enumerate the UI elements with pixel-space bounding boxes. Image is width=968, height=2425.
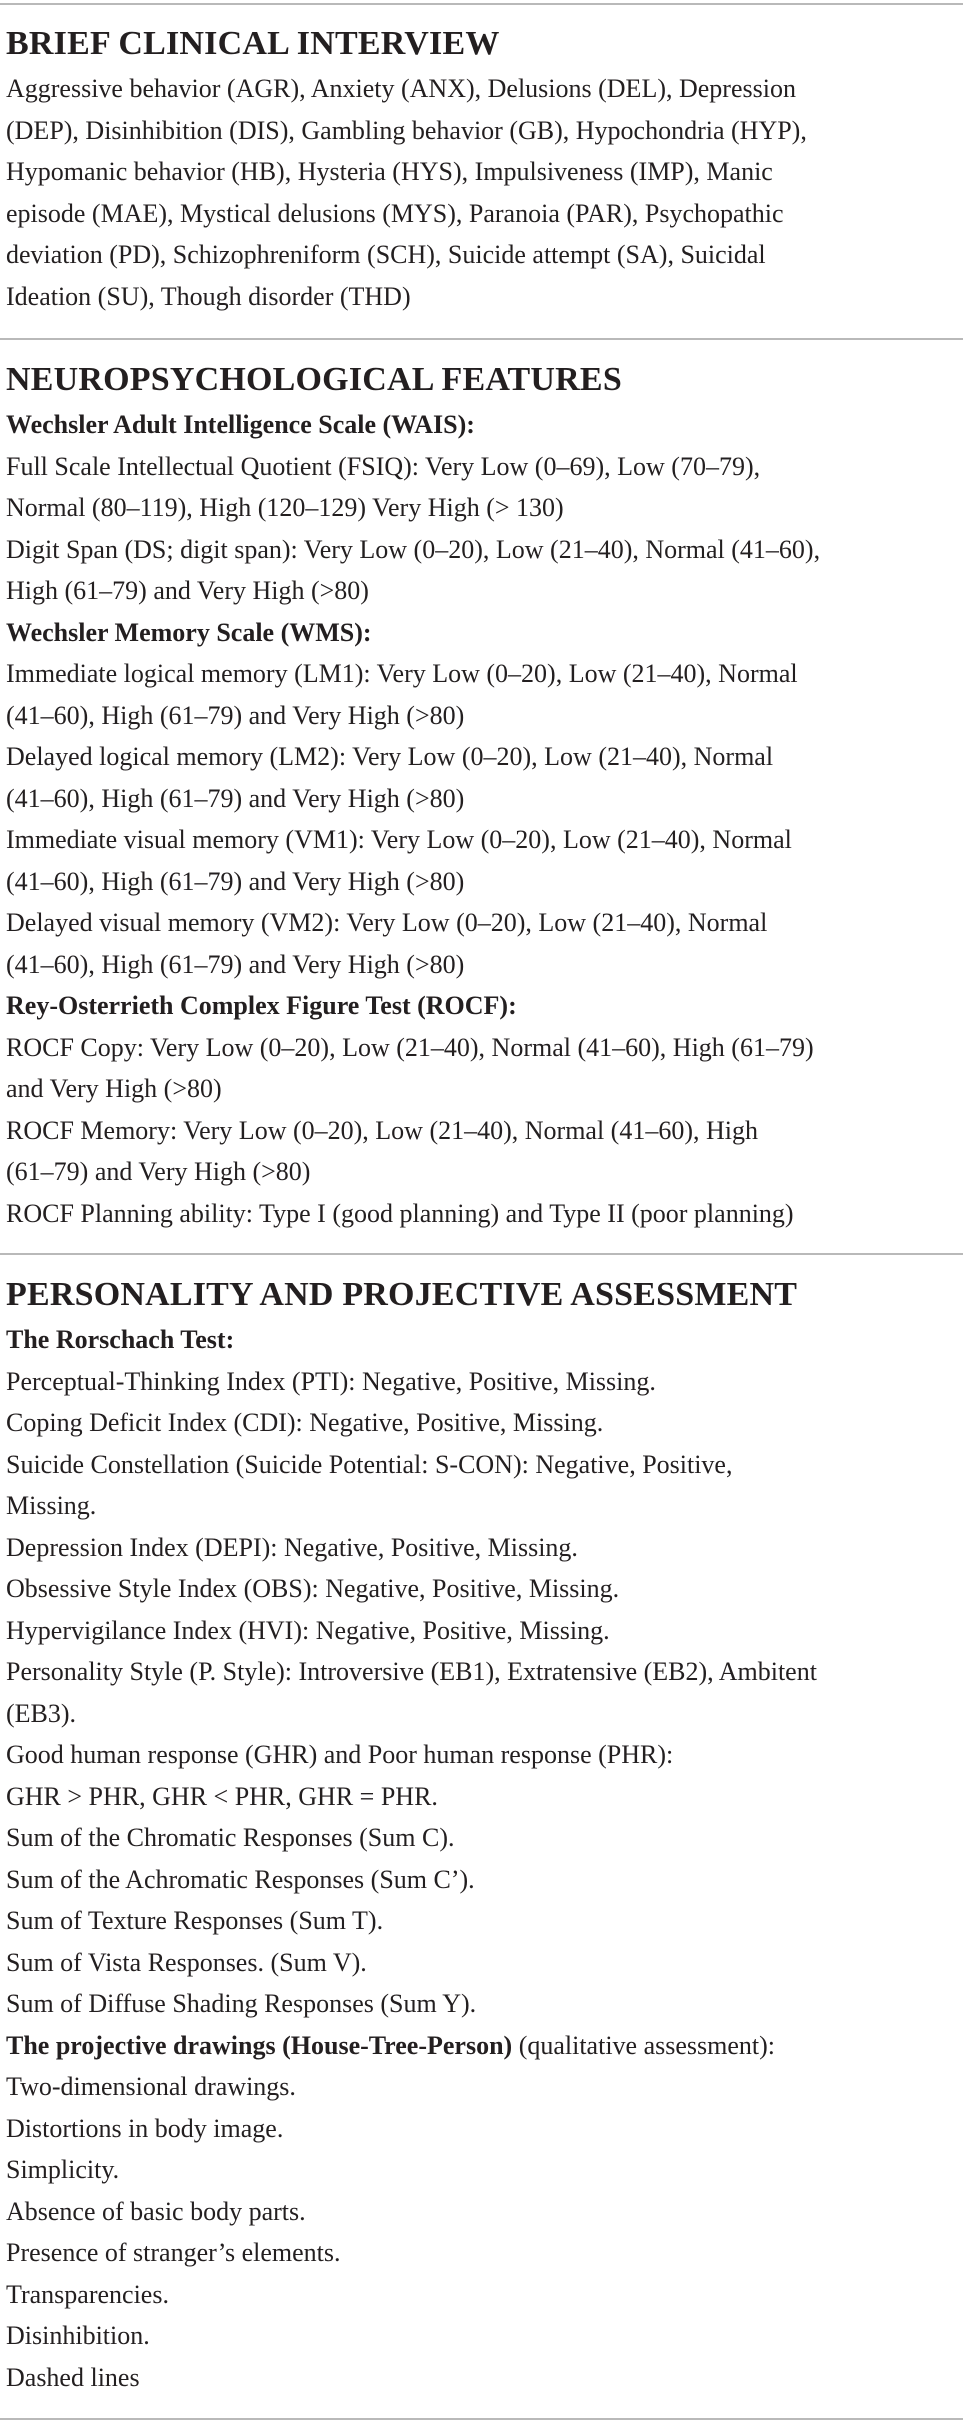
bottom-rule — [0, 2418, 963, 2420]
text-line: Two-dimensional drawings. — [6, 2072, 296, 2101]
text-line: (41–60), High (61–79) and Very High (>80) — [6, 783, 465, 813]
text-line: Ideation (SU), Though disorder (THD) — [6, 281, 411, 311]
text-line: Delayed logical memory (LM2): Very Low (0–20), Low (21–40), Normal — [6, 742, 774, 771]
subheading-rocf: Rey-Osterrieth Complex Figure Test (ROCF): — [6, 991, 517, 1020]
text-line: Absence of basic body parts. — [6, 2196, 306, 2226]
text-line: Hypervigilance Index (HVI): Negative, Positive, Missing. — [6, 1615, 610, 1645]
text-line: (41–60), High (61–79) and Very High (>80) — [6, 949, 465, 979]
text-line: deviation (PD), Schizophreniform (SCH), Suicide attempt (SA), Suicidal — [6, 240, 766, 269]
text-line: Good human response (GHR) and Poor human response (PHR): — [6, 1740, 674, 1769]
text-line: (41–60), High (61–79) and Very High (>80) — [6, 700, 465, 730]
text-line: Disinhibition. — [6, 2321, 150, 2350]
text-line: Personality Style (P. Style): Introversive (EB1), Extratensive (EB2), Ambitent — [6, 1657, 817, 1686]
text-line: Suicide Constellation (Suicide Potential: S-CON): Negative, Positive, — [6, 1449, 733, 1479]
text-line: ROCF Planning ability: Type I (good planning) and Type II (poor planning) — [6, 1198, 794, 1228]
text-line: Immediate visual memory (VM1): Very Low (0–20), Low (21–40), Normal — [6, 825, 792, 854]
subheading-projective-drawings: The projective drawings (House-Tree-Person) — [6, 2030, 513, 2060]
text-line: Full Scale Intellectual Quotient (FSIQ): Very Low (0–69), Low (70–79), — [6, 451, 761, 481]
text-line: Aggressive behavior (AGR), Anxiety (ANX), Delusions (DEL), Depression — [6, 74, 796, 103]
subheading-rorschach: The Rorschach Test: — [6, 1325, 235, 1354]
text-line: Sum of Diffuse Shading Responses (Sum Y). — [6, 1989, 477, 2018]
text-line: Sum of the Chromatic Responses (Sum C). — [6, 1823, 455, 1852]
text-line: Presence of stranger’s elements. — [6, 2238, 341, 2267]
text-line: Normal (80–119), High (120–129) Very High (> 130) — [6, 493, 564, 522]
section-divider — [0, 1253, 963, 1255]
text-line: Delayed visual memory (VM2): Very Low (0–20), Low (21–40), Normal — [6, 908, 768, 937]
text-line: (EB3). — [6, 1698, 77, 1728]
text-line: Obsessive Style Index (OBS): Negative, Positive, Missing. — [6, 1574, 620, 1603]
text-line: Sum of Vista Responses. (Sum V). — [6, 1947, 367, 1977]
section-divider — [0, 338, 963, 340]
projective-drawings-line — [6, 2025, 956, 2067]
section-personality-projective-assessment — [6, 1273, 956, 2398]
text-line: Digit Span (DS; digit span): Very Low (0–20), Low (21–40), Normal (41–60), — [6, 534, 821, 564]
subheading-wms: Wechsler Memory Scale (WMS): — [6, 617, 372, 647]
text-line: Sum of the Achromatic Responses (Sum C’). — [6, 1864, 475, 1894]
text-line: High (61–79) and Very High (>80) — [6, 576, 369, 605]
section-neuropsychological-features — [6, 358, 956, 1234]
text-line: ROCF Memory: Very Low (0–20), Low (21–40), Normal (41–60), High — [6, 1115, 758, 1145]
text-line: episode (MAE), Mystical delusions (MYS), Paranoia (PAR), Psychopathic — [6, 198, 784, 228]
section-heading: BRIEF CLINICAL INTERVIEW — [6, 25, 500, 62]
text-line: Sum of Texture Responses (Sum T). — [6, 1906, 384, 1935]
text-line: (DEP), Disinhibition (DIS), Gambling behavior (GB), Hypochondria (HYP), — [6, 115, 807, 145]
text-line: (41–60), High (61–79) and Very High (>80) — [6, 866, 465, 896]
text-line: and Very High (>80) — [6, 1074, 222, 1103]
text-line: (61–79) and Very High (>80) — [6, 1157, 311, 1186]
text-line: Coping Deficit Index (CDI): Negative, Positive, Missing. — [6, 1408, 604, 1437]
text-line: Missing. — [6, 1491, 97, 1520]
text-line: Hypomanic behavior (HB), Hysteria (HYS), Impulsiveness (IMP), Manic — [6, 157, 773, 186]
subheading-wais: Wechsler Adult Intelligence Scale (WAIS): — [6, 410, 475, 439]
text-line: Transparencies. — [6, 2279, 169, 2309]
text-line: Simplicity. — [6, 2155, 120, 2184]
text-line: Perceptual-Thinking Index (PTI): Negative, Positive, Missing. — [6, 1366, 656, 1396]
text-line: Dashed lines — [6, 2362, 140, 2392]
text-line: Distortions in body image. — [6, 2113, 284, 2143]
top-rule — [0, 3, 963, 5]
text-line: ROCF Copy: Very Low (0–20), Low (21–40), Normal (41–60), High (61–79) — [6, 1032, 814, 1062]
text-line: Immediate logical memory (LM1): Very Low (0–20), Low (21–40), Normal — [6, 659, 798, 688]
section-heading: NEUROPSYCHOLOGICAL FEATURES — [6, 361, 622, 398]
qualitative-note: (qualitative assessment): — [512, 2030, 776, 2060]
section-brief-clinical-interview — [6, 22, 956, 317]
text-line: GHR > PHR, GHR < PHR, GHR = PHR. — [6, 1781, 438, 1811]
text-line: Depression Index (DEPI): Negative, Positive, Missing. — [6, 1532, 578, 1562]
section-heading: PERSONALITY AND PROJECTIVE ASSESSMENT — [6, 1276, 798, 1313]
